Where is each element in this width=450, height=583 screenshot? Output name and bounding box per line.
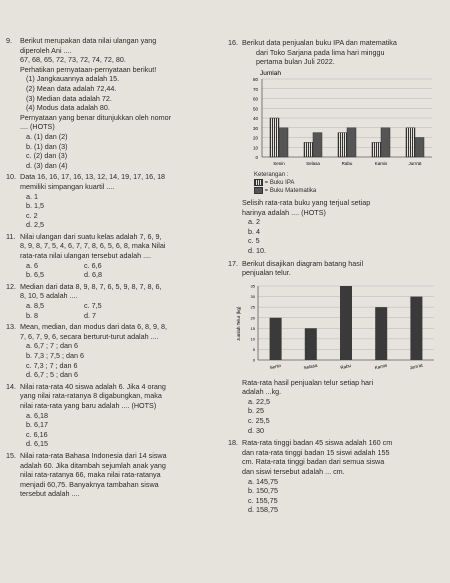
question-text: Perhatikan pernyataan-pernyataan berikut!	[20, 64, 157, 74]
y-tick-label: 30	[252, 125, 258, 131]
y-tick-label: 10	[250, 336, 255, 342]
bar-ipa	[304, 142, 313, 157]
question-number: 9.	[6, 36, 12, 45]
question-text: Median dari data 8, 9, 8, 7, 6, 5, 9, 8, 7, 8, 6,	[20, 281, 162, 291]
y-tick-label: 60	[252, 96, 258, 102]
question-number: 16.	[228, 38, 238, 47]
bar-ipa	[338, 132, 347, 156]
answer-option: b. 7,3 ; 7,5 ; dan 6	[26, 351, 84, 360]
question-text: Nilai rata-rata Bahasa Indonesia dari 14 siswa	[20, 450, 167, 460]
legend-swatch-matematika	[254, 187, 263, 194]
answer-option: d. 30	[248, 425, 264, 435]
legend-swatch-ipa	[254, 179, 263, 186]
answer-option: c. 7,3 ; 7 ; dan 6	[26, 360, 78, 370]
question-number: 10.	[6, 172, 16, 182]
y-tick-label: 35	[250, 283, 255, 289]
answer-option: b. (1) dan (3)	[26, 141, 68, 151]
question-17	[228, 259, 446, 278]
question-text: nilai rata-rata yang baru adalah .... (HOTS)	[20, 400, 157, 410]
answer-option: b. 1,5	[26, 201, 44, 211]
bar-ipa	[406, 128, 415, 157]
answer-option: a. 6,7 ; 7 ; dan 6	[26, 341, 78, 351]
y-tick-label: 15	[250, 325, 255, 331]
answer-option: b. 6,17	[26, 420, 48, 430]
answer-option: a. 22,5	[248, 396, 270, 406]
question-text: menjadi 60,75. Banyaknya tambahan siswa	[20, 479, 159, 489]
y-tick-label: 20	[250, 315, 255, 321]
question-text: tersebut adalah ....	[20, 489, 80, 499]
bar-egg-sales	[410, 296, 422, 359]
answer-option: c. 7,5	[84, 301, 102, 311]
legend-item-ipa: = Buku IPA	[254, 179, 446, 187]
answer-option: b. 8	[26, 310, 38, 320]
question-text: yang nilai rata-ratanya 8 digabungkan, maka	[20, 391, 162, 401]
answer-option: c. 6,6	[84, 260, 102, 270]
y-tick-label: 5	[252, 346, 255, 352]
question-text: Berikut data penjualan buku IPA dan matematika	[242, 38, 397, 47]
statement: (3) Median data adalah 72.	[26, 93, 112, 103]
question-text: adalah 60. Jika ditambah sejumlah anak yang	[20, 460, 166, 470]
bar-matematika	[381, 128, 390, 157]
question-text: Mean, median, dan modus dari data 6, 8, 9, 8,	[20, 322, 168, 332]
answer-option: c. 5	[248, 236, 260, 246]
question-13	[6, 322, 221, 380]
question-text: Nilai rata-rata 40 siswa adalah 6. Jika 4 orang	[20, 381, 166, 391]
answer-option: a. (1) dan (2)	[26, 131, 68, 141]
book-sales-chart	[238, 67, 448, 171]
question-text: Rata-rata hasil penjualan telur setiap hari	[242, 377, 374, 387]
y-tick-label: 70	[252, 86, 258, 92]
question-text: .... (HOTS)	[20, 122, 55, 132]
answer-option: d. 158,75	[248, 505, 278, 515]
answer-option: d. 6,8	[84, 270, 102, 280]
bar-matematika	[347, 128, 356, 157]
x-tick-label: Selasa	[303, 362, 318, 371]
question-number: 14.	[6, 381, 16, 391]
question-18	[228, 438, 446, 515]
bar-matematika	[279, 128, 288, 157]
answer-option: d. 7	[84, 310, 96, 320]
y-tick-label: 50	[252, 106, 258, 112]
bar-ipa	[372, 142, 381, 157]
y-axis-label: Jumlah Telur (kg)	[236, 306, 241, 341]
question-text: Berikut merupakan data nilai ulangan yang	[20, 36, 157, 45]
answer-option: d. 6,15	[26, 439, 48, 449]
question-text: cm. Rata-rata tinggi badan dari semua siswa	[242, 457, 385, 467]
question-10	[6, 172, 221, 230]
legend-title: Keterangan :	[254, 171, 289, 178]
question-number: 17.	[228, 258, 238, 268]
answer-option: c. 25,5	[248, 416, 270, 426]
y-tick-label: 20	[252, 135, 258, 141]
question-text: Nilai ulangan dari suatu kelas adalah 7, 6, 9,	[20, 231, 162, 241]
x-tick-label: Senin	[273, 160, 285, 166]
answer-option: c. 155,75	[248, 495, 278, 505]
question-15	[6, 451, 221, 499]
right-column	[228, 38, 446, 515]
left-column	[6, 36, 221, 499]
question-text: Selisih rata-rata buku yang terjual setiap	[242, 197, 371, 207]
x-tick-label: Rabu	[341, 160, 353, 166]
y-tick-label: 30	[250, 293, 255, 299]
y-tick-label: 25	[250, 304, 255, 310]
answer-option: d. 6,7 ; 5 ; dan 6	[26, 370, 78, 380]
chart1-legend	[228, 171, 446, 195]
answer-option: b. 25	[248, 406, 264, 416]
question-number: 11.	[6, 231, 16, 241]
question-16-continued	[228, 198, 446, 256]
bar-matematika	[313, 132, 322, 156]
answer-option: c. 2	[26, 210, 38, 220]
question-12	[6, 282, 221, 320]
y-tick-label: 80	[252, 76, 258, 82]
egg-sales-chart	[234, 278, 444, 378]
question-16	[228, 38, 446, 67]
x-tick-label: Selasa	[306, 160, 320, 166]
question-text: Berikut disajikan diagram batang hasil	[242, 258, 364, 268]
question-14	[6, 382, 221, 449]
question-text: adalah ...kg.	[242, 387, 282, 397]
x-tick-label: Jum'at	[409, 362, 424, 371]
bar-egg-sales	[270, 317, 282, 359]
answer-option: b. 150,75	[248, 486, 278, 496]
question-text: 8, 10, 5 adalah ....	[20, 291, 78, 301]
question-11	[6, 232, 221, 280]
answer-option: c. (2) dan (3)	[26, 151, 68, 161]
question-text: harinya adalah .... (HOTS)	[242, 207, 326, 217]
question-9	[6, 36, 221, 170]
question-text: Pernyataan yang benar ditunjukkan oleh nomor	[20, 112, 172, 122]
question-text: 67, 68, 65, 72, 73, 72, 74, 72, 80.	[20, 55, 126, 65]
answer-option: a. 6,18	[26, 410, 48, 420]
answer-option: a. 1	[26, 191, 38, 201]
question-text: nilai rata-ratanya 66, maka nilai rata-ratanya	[20, 470, 161, 480]
answer-option: d. 2,5	[26, 220, 44, 230]
question-number: 15.	[6, 450, 16, 460]
question-text: diperoleh Ani ....	[20, 45, 72, 55]
statement: (1) Jangkauannya adalah 15.	[26, 74, 120, 84]
question-number: 18.	[228, 438, 238, 448]
bar-ipa	[270, 118, 279, 157]
question-text: Rata-rata tinggi badan 45 siswa adalah 160 cm	[242, 438, 393, 448]
question-17-continued	[228, 378, 446, 436]
bar-egg-sales	[375, 307, 387, 360]
y-tick-label: 0	[252, 357, 255, 363]
x-tick-label: Kamis	[374, 362, 388, 370]
statement: (4) Modus data adalah 80.	[26, 103, 110, 113]
answer-option: a. 145,75	[248, 476, 278, 486]
question-text: rata-rata nilai ulangan tersebut adalah ....	[20, 251, 152, 261]
answer-option: a. 2	[248, 217, 260, 227]
y-tick-label: 0	[255, 154, 258, 160]
bar-egg-sales	[340, 286, 352, 360]
answer-option: c. 6,16	[26, 429, 48, 439]
x-tick-label: Rabu	[339, 362, 352, 370]
answer-option: a. 8,5	[26, 301, 44, 311]
legend-item-matematika: = Buku Matematika	[254, 187, 446, 195]
bar-egg-sales	[305, 328, 317, 360]
x-tick-label: Kamis	[374, 160, 388, 166]
y-axis-label: Jumlah	[260, 69, 281, 77]
question-text: 7, 6, 7, 9, 6, secara berturut-turut adalah ....	[20, 331, 159, 341]
bar-matematika	[415, 137, 424, 157]
x-tick-label: Jum'at	[408, 160, 422, 166]
question-text: dari Toko Sarjana pada lima hari minggu	[256, 47, 385, 57]
question-text: dan siswi tersebut adalah ... cm.	[242, 467, 345, 477]
question-text: Data 16, 16, 17, 16, 13, 12, 14, 19, 17, 16, 18	[20, 172, 166, 182]
y-tick-label: 10	[252, 145, 258, 151]
x-tick-label: Senin	[269, 362, 282, 370]
answer-option: d. (3) dan (4)	[26, 160, 68, 170]
question-text: 8, 9, 8, 7, 5, 4, 6, 7, 7, 8, 6, 5, 6, 8, maka Nilai	[20, 241, 166, 251]
question-text: pertama bulan Juli 2022.	[256, 57, 335, 67]
y-tick-label: 40	[252, 115, 258, 121]
question-number: 13.	[6, 322, 16, 332]
answer-option: b. 4	[248, 226, 260, 236]
question-number: 12.	[6, 281, 16, 291]
question-text: memiliki simpangan kuartil ....	[20, 181, 115, 191]
answer-option: a. 6	[26, 260, 38, 270]
answer-option: b. 6,5	[26, 270, 44, 280]
question-text: dan rata-rata tinggi badan 15 siswi adalah 155	[242, 447, 390, 457]
question-text: penjualan telur.	[242, 268, 291, 278]
answer-option: d. 10.	[248, 245, 266, 255]
statement: (2) Mean data adalah 72,44.	[26, 83, 117, 93]
